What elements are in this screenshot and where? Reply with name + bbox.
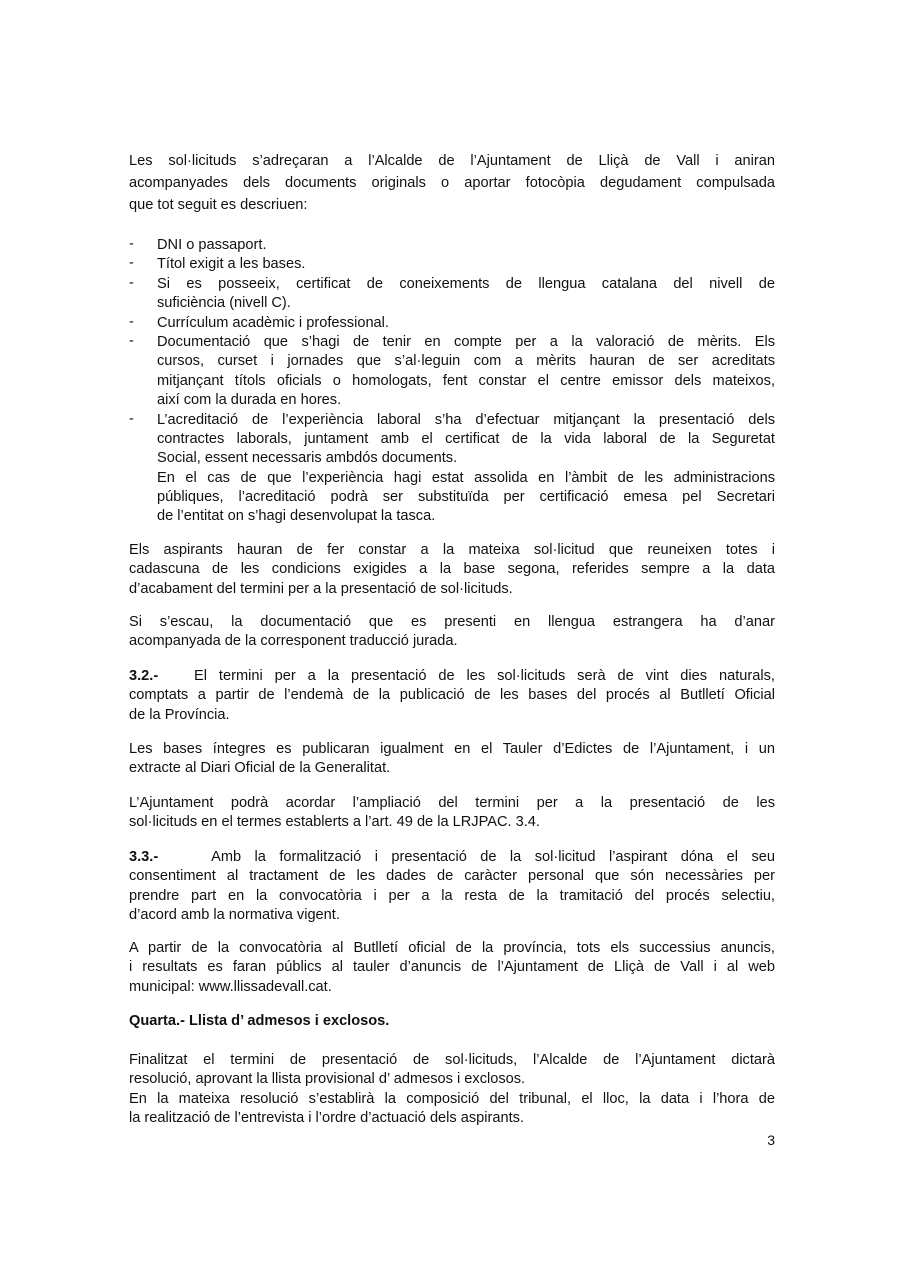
line: En el cas de que l’experiència hagi estat assolida en l’àmbit de les administracions — [157, 469, 775, 486]
line: la realització de l’entrevista i l’ordre d’actuació dels aspirants. — [129, 1110, 525, 1127]
line: cadascuna de les condicions exigides a la base segona, referides sempre a la data — [129, 561, 775, 578]
list-marker: - — [129, 410, 134, 427]
paragraph-anuncis — [129, 939, 775, 997]
line: així com la durada en hores. — [157, 392, 342, 409]
line: cursos, curset i jornades que s’al·leguin com a mèrits hauran de ser acreditats — [157, 353, 775, 370]
section-heading — [129, 1012, 775, 1031]
line: Les bases íntegres es publicaran igualment en el Tauler d’Edictes de l’Ajuntament, i un — [129, 741, 775, 757]
line: mitjançant títols oficials o homologats, fent constar el centre emissor dels mateixos, — [157, 372, 775, 389]
line: públiques, l’acreditació podrà ser substituïda per certificació emesa pel Secretari — [157, 489, 775, 506]
section-3-2 — [129, 667, 775, 725]
paragraph-aspirants — [129, 541, 775, 599]
line: resolució, aprovant la llista provisional d’ admesos i exclosos. — [129, 1071, 526, 1088]
section-3-3 — [129, 848, 775, 926]
line: Finalitzat el termini de presentació de sol·licituds, l’Alcalde de l’Ajuntament dictarà — [129, 1052, 775, 1068]
line: d’acabament del termini per a la presentació de sol·licituds. — [129, 580, 513, 597]
line: Els aspirants hauran de fer constar a la mateixa sol·licitud que reuneixen totes i — [129, 542, 775, 558]
heading-text: Quarta.- Llista d’ admesos i exclosos. — [129, 1013, 390, 1029]
line: que tot seguit es descriuen: — [129, 197, 308, 213]
line: Documentació que s’hagi de tenir en compte per a la valoració de mèrits. Els — [157, 333, 775, 350]
list-marker: - — [129, 255, 134, 272]
paragraph-ampliacio — [129, 794, 775, 833]
line: El termini per a la presentació de les sol·licituds serà de vint dies naturals, — [194, 668, 775, 684]
list-marker: - — [129, 332, 134, 349]
line: Social, essent necessaris ambdós documents. — [157, 450, 458, 467]
paragraph-intro — [129, 150, 775, 216]
list-item — [129, 255, 775, 274]
line: DNI o passaport. — [157, 237, 267, 253]
line: de l’entitat on s’hagi desenvolupat la tasca. — [157, 508, 436, 525]
list-item — [129, 411, 775, 527]
line: A partir de la convocatòria al Butlletí oficial de la província, tots els successius anuncis, — [129, 940, 775, 956]
line: Si es posseeix, certificat de coneixements de llengua catalana del nivell de — [157, 275, 775, 292]
line: municipal: www.llissadevall.cat. — [129, 978, 332, 995]
list-item — [129, 314, 775, 333]
page-number: 3 — [767, 1132, 775, 1148]
list-item — [129, 333, 775, 411]
line: Amb la formalització i presentació de la sol·licitud l’aspirant dóna el seu — [211, 849, 775, 865]
list-item — [129, 236, 775, 255]
line: contractes laborals, juntament amb el certificat de la vida laboral de la Seguretat — [157, 430, 775, 447]
line: prendre part en la convocatòria i per a la resta de la tramitació del procés selectiu, — [129, 887, 775, 904]
line: Currículum acadèmic i professional. — [157, 314, 389, 331]
line: comptats a partir de l’endemà de la publicació de les bases del procés al Butlletí Oficial — [129, 687, 775, 704]
paragraph-translation — [129, 613, 775, 652]
line: acompanyada de la corresponent traducció jurada. — [129, 633, 458, 650]
line: consentiment al tractament de les dades de caràcter personal que són necessàries per — [129, 868, 775, 885]
line: i resultats es faran públics al tauler d’anuncis de l’Ajuntament de Lliçà de Vall i al web — [129, 959, 775, 976]
list-marker: - — [129, 274, 134, 291]
line: sol·licituds en el termes establerts a l’art. 49 de la LRJPAC. 3.4. — [129, 814, 540, 831]
line: extracte al Diari Oficial de la Generalitat. — [129, 760, 391, 777]
paragraph-bases — [129, 740, 775, 779]
line: Si s’escau, la documentació que es presenti en llengua estrangera ha d’anar — [129, 614, 775, 630]
list-marker: - — [129, 236, 134, 252]
line: suficiència (nivell C). — [157, 295, 291, 312]
line: acompanyades dels documents originals o aportar fotocòpia degudament compulsada — [129, 175, 775, 191]
section-number: 3.3.- — [129, 849, 159, 865]
line: d’acord amb la normativa vigent. — [129, 907, 340, 924]
line: de la Província. — [129, 706, 230, 723]
line: Les sol·licituds s’adreçaran a l’Alcalde de l’Ajuntament de Lliçà de Vall i aniran — [129, 153, 775, 169]
paragraph-finalitzat — [129, 1051, 775, 1129]
line: L’Ajuntament podrà acordar l’ampliació del termini per a la presentació de les — [129, 795, 775, 811]
line: En la mateixa resolució s’establirà la composició del tribunal, el lloc, la data i l’hora de — [129, 1090, 775, 1107]
line: Títol exigit a les bases. — [157, 256, 306, 273]
document-list — [129, 236, 775, 527]
list-marker: - — [129, 313, 134, 330]
list-item — [129, 275, 775, 314]
section-number: 3.2.- — [129, 668, 159, 684]
line: L’acreditació de l’experiència laboral s’ha d’efectuar mitjançant la presentació dels — [157, 411, 775, 428]
